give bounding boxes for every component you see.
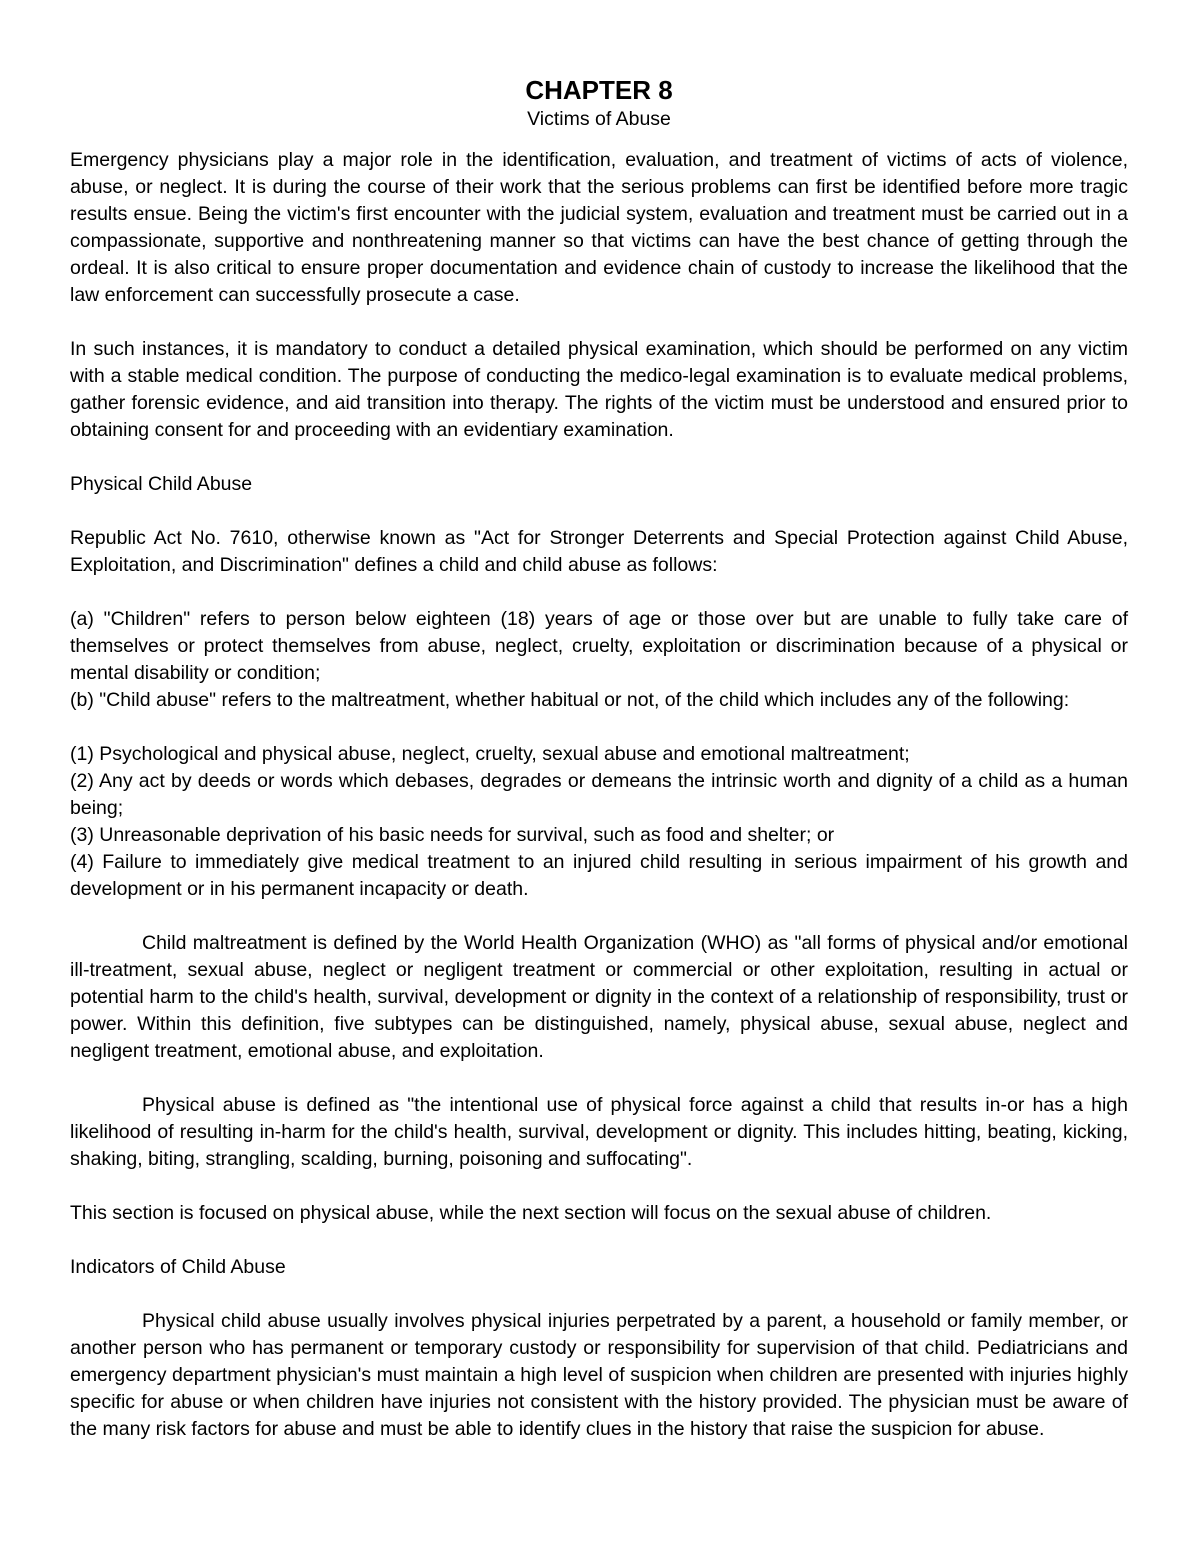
physical-abuse-definition-paragraph: Physical abuse is defined as "the intentional use of physical force against a child that results in-or has a high likelihood of resulting in-harm for the child's health, survival, development or dignity. This includes hitting, beating, kicking, shaking, biting, strangling, scalding, burning, poisoning and suffocating". xyxy=(70,1094,1128,1170)
section-heading-physical-child-abuse: Physical Child Abuse xyxy=(70,473,253,495)
list-item-3: (3) Unreasonable deprivation of his basic needs for survival, such as food and shelter; or xyxy=(70,824,835,846)
list-item-1: (1) Psychological and physical abuse, neglect, cruelty, sexual abuse and emotional maltreatment; xyxy=(70,743,910,765)
indicators-paragraph: Physical child abuse usually involves physical injuries perpetrated by a parent, a household or family member, or another person who has permanent or temporary custody or responsibility for supervision of that child. Pediatricians and emergency department physician's must maintain a high level of suspicion when children are presented with injuries highly specific for abuse or when children have injuries not consistent with the history provided. The physician must be aware of the many risk factors for abuse and must be able to identify clues in the history that raise the suspicion for abuse. xyxy=(70,1310,1128,1440)
section-heading-indicators: Indicators of Child Abuse xyxy=(70,1256,286,1278)
list-item-4: (4) Failure to immediately give medical treatment to an injured child resulting in serious impairment of his growth and development or in his permanent incapacity or death. xyxy=(70,851,1128,900)
definition-b: (b) "Child abuse" refers to the maltreatment, whether habitual or not, of the child which includes any of the following: xyxy=(70,689,1070,711)
exam-paragraph: In such instances, it is mandatory to conduct a detailed physical examination, which should be performed on any victim with a stable medical condition. The purpose of conducting the medico-legal examination is to evaluate medical problems, gather forensic evidence, and aid transition into therapy. The rights of the victim must be understood and ensured prior to obtaining consent for and proceeding with an evidentiary examination. xyxy=(70,338,1128,441)
intro-paragraph: Emergency physicians play a major role in the identification, evaluation, and treatment of victims of acts of violence, abuse, or neglect. It is during the course of their work that the serious problems can first be identified before more tragic results ensue. Being the victim's first encounter with the judicial system, evaluation and treatment must be carried out in a compassionate, supportive and nonthreatening manner so that victims can have the best chance of getting through the ordeal. It is also critical to ensure proper documentation and evidence chain of custody to increase the likelihood that the law enforcement can successfully prosecute a case. xyxy=(70,149,1128,306)
who-definition-paragraph: Child maltreatment is defined by the World Health Organization (WHO) as "all forms of physical and/or emotional ill-treatment, sexual abuse, neglect or negligent treatment or commercial or other exploitation, resulting in actual or potential harm to the child's health, survival, development or dignity in the context of a relationship of responsibility, trust or power. Within this definition, five subtypes can be distinguished, namely, physical abuse, sexual abuse, neglect and negligent treatment, emotional abuse, and exploitation. xyxy=(70,932,1128,1062)
section-focus-paragraph: This section is focused on physical abuse, while the next section will focus on the sexual abuse of children. xyxy=(70,1202,992,1224)
chapter-title: CHAPTER 8 xyxy=(525,75,673,105)
list-item-2: (2) Any act by deeds or words which debases, degrades or demeans the intrinsic worth and dignity of a child as a human being; xyxy=(70,770,1128,819)
definition-a: (a) "Children" refers to person below eighteen (18) years of age or those over but are unable to fully take care of themselves or protect themselves from abuse, neglect, cruelty, exploitation or discrimination because of a physical or mental disability or condition; xyxy=(70,608,1128,684)
republic-act-paragraph: Republic Act No. 7610, otherwise known as "Act for Stronger Deterrents and Special Protection against Child Abuse, Exploitation, and Discrimination" defines a child and child abuse as follows: xyxy=(70,527,1128,576)
chapter-subtitle: Victims of Abuse xyxy=(527,108,671,130)
